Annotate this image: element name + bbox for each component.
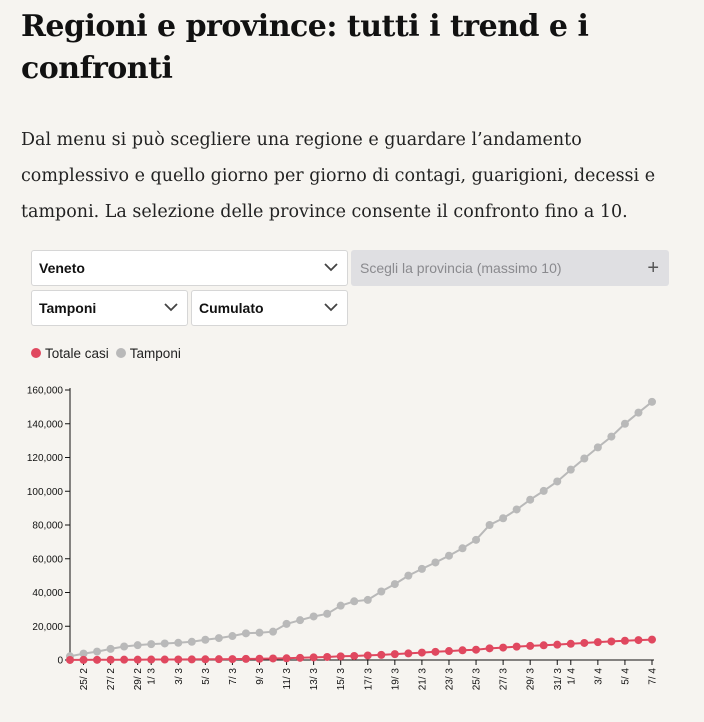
legend-dot [31, 348, 41, 358]
data-point-totale-casi [174, 655, 182, 663]
data-point-totale-casi [242, 655, 250, 663]
data-point-tamponi [513, 505, 521, 513]
x-tick-label: 1/ 4 [566, 668, 578, 685]
legend-item-tamponi[interactable] [116, 346, 181, 361]
y-tick-label: 60,000 [32, 554, 63, 566]
x-tick-label: 1/ 3 [146, 668, 158, 685]
data-point-tamponi [486, 521, 494, 529]
data-point-tamponi [107, 645, 115, 653]
x-tick-label: 29/ 2 [133, 668, 145, 691]
plus-icon[interactable]: + [647, 257, 659, 279]
data-point-totale-casi [418, 649, 426, 657]
data-point-tamponi [310, 612, 318, 620]
data-point-tamponi [350, 597, 358, 605]
region-select-value: Veneto [39, 260, 85, 276]
y-tick-label: 140,000 [26, 419, 63, 431]
data-point-totale-casi [188, 655, 196, 663]
data-point-tamponi [188, 638, 196, 646]
data-point-totale-casi [445, 647, 453, 655]
data-point-totale-casi [134, 656, 142, 664]
x-tick-label: 15/ 3 [336, 668, 348, 691]
data-point-tamponi [364, 596, 372, 604]
data-point-totale-casi [431, 648, 439, 656]
province-search-input[interactable] [351, 250, 669, 286]
x-tick-label: 9/ 3 [254, 668, 266, 685]
x-tick-label: 23/ 3 [444, 668, 456, 691]
y-tick-label: 120,000 [26, 453, 63, 464]
intro-paragraph: Dal menu si può scegliere una regione e guardare l’andamento complessivo e quello giorno per giorno di contagi, guarigioni, decessi e tamponi. La selezione delle province consente il confronto fino a 10. [21, 130, 656, 222]
data-point-totale-casi [513, 643, 521, 651]
data-point-tamponi [215, 634, 223, 642]
data-point-totale-casi [580, 639, 588, 647]
mode-select[interactable] [191, 290, 348, 326]
data-point-totale-casi [283, 654, 291, 662]
data-point-totale-casi [337, 652, 345, 660]
x-tick-label: 25/ 3 [471, 668, 483, 691]
y-tick-label: 0 [57, 655, 63, 667]
x-tick-label: 11/ 3 [282, 668, 294, 690]
data-point-tamponi [634, 409, 642, 417]
data-point-totale-casi [540, 641, 548, 649]
data-point-tamponi [526, 496, 534, 504]
data-point-tamponi [404, 572, 412, 580]
data-point-tamponi [391, 580, 399, 588]
data-point-tamponi [201, 636, 209, 644]
data-point-tamponi [553, 477, 561, 485]
x-tick-label: 27/ 3 [498, 668, 510, 691]
data-point-tamponi [594, 443, 602, 451]
data-point-totale-casi [621, 637, 629, 645]
data-point-totale-casi [80, 656, 88, 664]
province-placeholder: Scegli la provincia (massimo 10) [360, 260, 562, 276]
data-point-totale-casi [472, 646, 480, 654]
line-chart [0, 378, 704, 722]
metric-select[interactable] [31, 290, 188, 326]
data-point-tamponi [377, 587, 385, 595]
data-point-tamponi [459, 544, 467, 552]
data-point-totale-casi [296, 654, 304, 662]
data-point-tamponi [174, 639, 182, 647]
y-tick-label: 100,000 [26, 486, 63, 498]
data-point-totale-casi [553, 641, 561, 649]
x-tick-label: 17/ 3 [363, 668, 375, 691]
data-point-totale-casi [215, 655, 223, 663]
data-point-tamponi [337, 602, 345, 610]
data-point-tamponi [242, 629, 250, 637]
data-point-tamponi [607, 433, 615, 441]
data-point-totale-casi [323, 653, 331, 661]
data-point-totale-casi [404, 649, 412, 657]
x-tick-label: 31/ 3 [552, 668, 564, 691]
data-point-tamponi [228, 632, 236, 640]
x-tick-label: 7/ 4 [647, 668, 659, 685]
x-tick-label: 3/ 4 [593, 668, 605, 685]
series-line-tamponi [70, 402, 652, 657]
data-point-totale-casi [93, 656, 101, 664]
x-tick-label: 7/ 3 [227, 668, 239, 685]
data-point-totale-casi [107, 656, 115, 664]
data-point-totale-casi [499, 644, 507, 652]
legend-item-totale-casi[interactable] [31, 346, 109, 361]
x-tick-label: 29/ 3 [525, 668, 537, 691]
data-point-tamponi [255, 629, 263, 637]
chevron-down-icon [164, 302, 178, 312]
y-tick-label: 40,000 [32, 588, 63, 599]
data-point-tamponi [431, 558, 439, 566]
legend-label: Tamponi [129, 345, 181, 361]
data-point-totale-casi [364, 651, 372, 659]
data-point-totale-casi [459, 646, 467, 654]
x-tick-label: 13/ 3 [309, 668, 321, 691]
x-tick-label: 19/ 3 [390, 668, 402, 691]
mode-select-value: Cumulato [199, 300, 264, 316]
chevron-down-icon [324, 302, 338, 312]
y-tick-label: 20,000 [32, 621, 63, 633]
data-point-tamponi [580, 455, 588, 463]
data-point-tamponi [499, 514, 507, 522]
data-point-totale-casi [607, 637, 615, 645]
data-point-totale-casi [648, 636, 656, 644]
data-point-tamponi [283, 620, 291, 628]
data-point-totale-casi [147, 656, 155, 664]
x-tick-label: 5/ 3 [200, 668, 212, 685]
data-point-totale-casi [310, 653, 318, 661]
legend-label: Totale casi [45, 345, 109, 361]
data-point-tamponi [472, 536, 480, 544]
data-point-totale-casi [377, 651, 385, 659]
data-point-totale-casi [269, 654, 277, 662]
data-point-totale-casi [201, 655, 209, 663]
data-point-totale-casi [567, 640, 575, 648]
y-tick-label: 160,000 [26, 385, 63, 397]
data-point-totale-casi [350, 652, 358, 660]
data-point-totale-casi [120, 656, 128, 664]
x-tick-label: 27/ 2 [106, 668, 118, 691]
data-point-tamponi [269, 628, 277, 636]
metric-select-value: Tamponi [39, 300, 97, 316]
data-point-tamponi [161, 639, 169, 647]
data-point-totale-casi [255, 655, 263, 663]
data-point-totale-casi [486, 644, 494, 652]
data-point-totale-casi [634, 636, 642, 644]
data-point-totale-casi [391, 650, 399, 658]
region-select[interactable] [31, 250, 348, 286]
data-point-tamponi [323, 610, 331, 618]
data-point-totale-casi [66, 656, 74, 664]
data-point-totale-casi [228, 655, 236, 663]
data-point-tamponi [445, 552, 453, 560]
legend-dot [116, 348, 126, 358]
data-point-totale-casi [526, 642, 534, 650]
x-tick-label: 3/ 3 [173, 668, 185, 685]
data-point-tamponi [621, 420, 629, 428]
data-point-tamponi [147, 640, 155, 648]
data-point-tamponi [648, 398, 656, 406]
chevron-down-icon [324, 262, 338, 272]
data-point-totale-casi [161, 656, 169, 664]
page-title: Regioni e province: tutti i trend e i confronti [21, 9, 589, 86]
chart-legend [31, 344, 188, 362]
data-point-tamponi [296, 616, 304, 624]
data-point-totale-casi [594, 638, 602, 646]
data-point-tamponi [93, 648, 101, 656]
series-line-totale-casi [70, 640, 652, 660]
data-point-tamponi [418, 565, 426, 573]
data-point-tamponi [540, 487, 548, 495]
x-tick-label: 5/ 4 [620, 668, 632, 685]
x-tick-label: 25/ 2 [79, 668, 91, 691]
data-point-tamponi [134, 641, 142, 649]
data-point-tamponi [120, 643, 128, 651]
y-tick-label: 80,000 [32, 520, 63, 532]
x-tick-label: 21/ 3 [417, 668, 429, 691]
data-point-tamponi [567, 466, 575, 474]
